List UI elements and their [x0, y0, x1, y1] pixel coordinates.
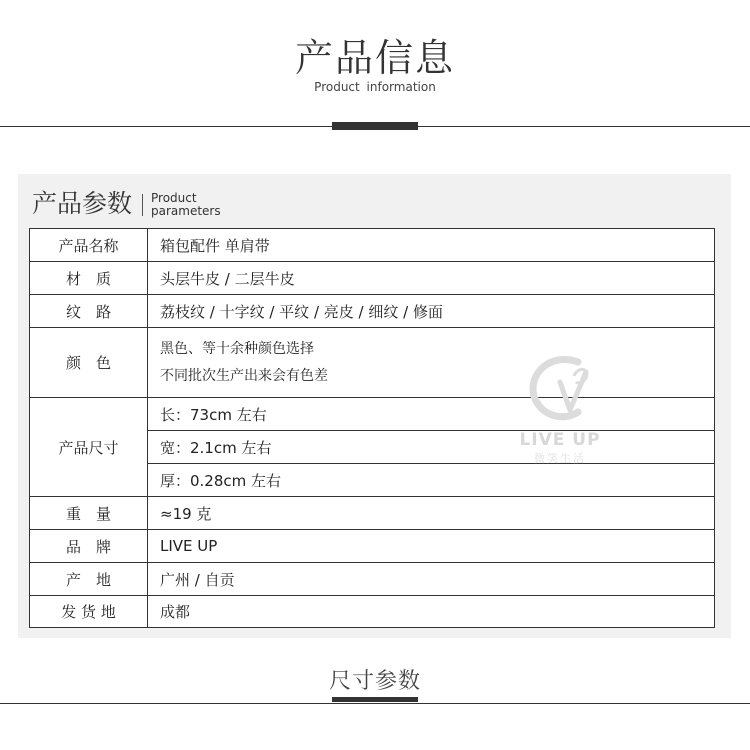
row-key-color: 颜 色 — [30, 328, 148, 398]
row-value-thickness: 厚：0.28cm 左右 — [148, 464, 715, 497]
row-key-name: 产品名称 — [30, 229, 148, 262]
table-row — [30, 497, 715, 530]
table-row — [30, 530, 715, 563]
color-line-2: 不同批次生产出来会有色差 — [160, 367, 328, 384]
row-value-width: 宽：2.1cm 左右 — [148, 431, 715, 464]
row-key-ship-from: 发 货 地 — [30, 596, 148, 628]
table-row — [30, 229, 715, 262]
panel-subtitle-line2: parameters — [151, 204, 221, 218]
panel-subtitle-line1: Product — [151, 191, 197, 205]
row-value-material: 头层牛皮 / 二层牛皮 — [148, 262, 715, 295]
header-subtitle: Product information — [314, 80, 436, 94]
table-row — [30, 328, 715, 398]
row-value-texture: 荔枝纹 / 十字纹 / 平纹 / 亮皮 / 细纹 / 修面 — [148, 295, 715, 328]
watermark-text: LIVE UP — [519, 430, 601, 450]
watermark-subtext: 微笑生活 — [534, 452, 586, 465]
row-value-name: 箱包配件 单肩带 — [148, 229, 715, 262]
row-key-origin: 产 地 — [30, 563, 148, 596]
header-title: 产品信息 — [294, 36, 455, 80]
row-key-brand: 品 牌 — [30, 530, 148, 563]
panel-title: 产品参数 — [32, 189, 133, 218]
panel-title-separator — [142, 194, 143, 216]
table-row — [30, 596, 715, 628]
row-value-ship-from: 成都 — [148, 596, 715, 628]
color-line-1: 黑色、等十余种颜色选择 — [160, 340, 314, 357]
row-value-color — [148, 328, 715, 398]
footer-divider-accent — [332, 697, 418, 702]
footer-title: 尺寸参数 — [328, 669, 421, 694]
row-value-brand: LIVE UP — [148, 530, 715, 563]
row-value-length: 长：73cm 左右 — [148, 398, 715, 431]
footer-divider — [0, 703, 750, 704]
panel-subtitle — [151, 192, 221, 218]
row-key-weight: 重 量 — [30, 497, 148, 530]
row-value-weight: ≈19 克 — [148, 497, 715, 530]
row-key-texture: 纹 路 — [30, 295, 148, 328]
row-value-origin: 广州 / 自贡 — [148, 563, 715, 596]
parameters-panel — [18, 174, 731, 638]
row-key-size: 产品尺寸 — [30, 398, 148, 497]
header-divider-accent — [332, 122, 418, 130]
row-key-material: 材 质 — [30, 262, 148, 295]
table-row — [30, 262, 715, 295]
table-row — [30, 563, 715, 596]
table-row — [30, 398, 715, 431]
table-row — [30, 295, 715, 328]
parameters-table — [29, 228, 715, 628]
